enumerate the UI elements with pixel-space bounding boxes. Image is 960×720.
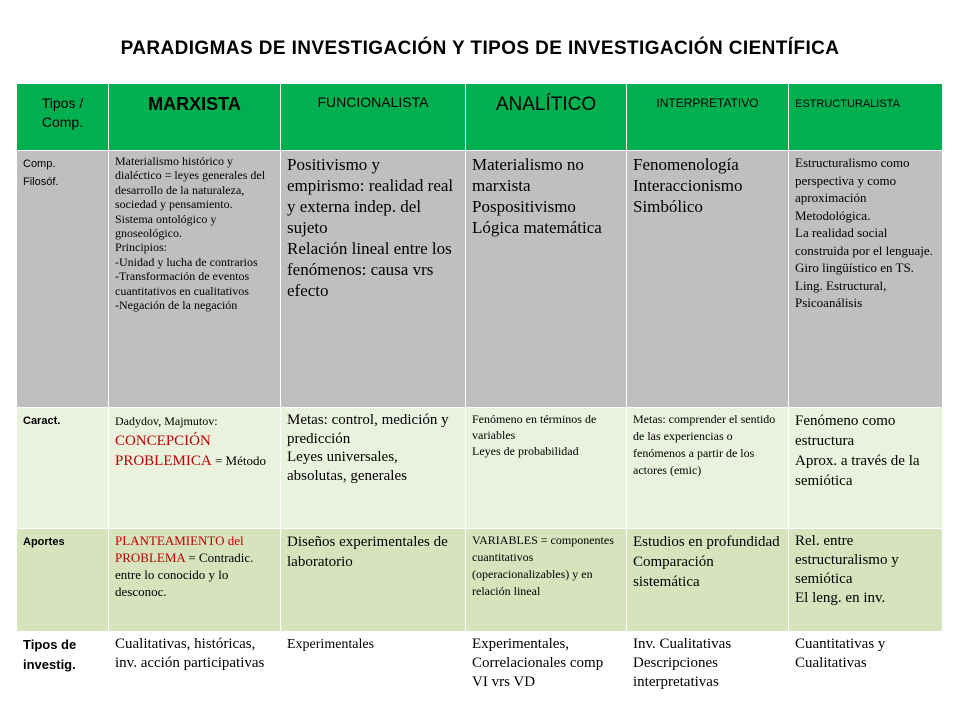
header-marxista-label: MARXISTA bbox=[148, 94, 241, 114]
cell-text bbox=[115, 532, 274, 600]
row-label: Aportes bbox=[23, 536, 65, 548]
cell-text: VARIABLES = componentes cuantitativos (operacionalizables) y en relación lineal bbox=[472, 533, 614, 598]
row-tipos-investigacion bbox=[17, 632, 942, 717]
header-analitico bbox=[466, 84, 627, 151]
cell-text: Rel. entre estructuralismo y semiótica El leng. en inv. bbox=[795, 533, 899, 606]
cell-text: Cualitativas, históricas, inv. acción participativas bbox=[115, 636, 265, 671]
cell-analitico bbox=[466, 632, 627, 717]
header-interpretativo-label: INTERPRETATIVO bbox=[656, 96, 759, 110]
header-estructuralista bbox=[789, 84, 942, 151]
cell-text: Estructuralismo como perspectiva y como aproximación Metodológica. La realidad social construida por el lenguaje. Giro lingüístico en TS. Ling. Estructural, Psicoanálisis bbox=[795, 155, 933, 310]
header-funcionalista-label: FUNCIONALISTA bbox=[317, 94, 429, 110]
cell-estructuralista bbox=[789, 529, 942, 632]
header-interpretativo bbox=[627, 84, 789, 151]
cell-text: Diseños experimentales de laboratorio bbox=[287, 534, 448, 570]
header-marxista bbox=[109, 84, 281, 151]
cell-analitico bbox=[466, 151, 627, 408]
row-label-cell bbox=[17, 151, 109, 408]
header-estructuralista-label: ESTRUCTURALISTA bbox=[795, 98, 900, 110]
cell-interpretativo bbox=[627, 632, 789, 717]
cell-text: Fenómeno como estructura Aprox. a través de la semiótica bbox=[795, 413, 920, 489]
cell-text-a: Dadydov, Majmutov: bbox=[115, 414, 218, 428]
cell-text-c: = Método bbox=[211, 453, 266, 468]
cell-text bbox=[115, 411, 274, 471]
header-corner bbox=[17, 84, 109, 151]
header-funcionalista bbox=[281, 84, 466, 151]
cell-estructuralista bbox=[789, 408, 942, 529]
cell-analitico bbox=[466, 529, 627, 632]
cell-marxista bbox=[109, 151, 281, 408]
cell-analitico bbox=[466, 408, 627, 529]
cell-text-b: = Contradic. entre lo conocido y lo desconoc. bbox=[115, 550, 254, 599]
row-comp-filosofico bbox=[17, 151, 942, 408]
row-label-cell bbox=[17, 529, 109, 632]
cell-funcionalista bbox=[281, 408, 466, 529]
cell-text: Materialismo histórico y dialéctico = leyes generales del desarrollo de la naturaleza, sociedad y pensamiento. Sistema ontológico y gnoseológico. Principios: -Unidad y lucha de contrarios -Transformación de eventos cuantitativos en cualitativos -Negación de la negación bbox=[115, 154, 266, 313]
row-caracteristicas bbox=[17, 408, 942, 529]
cell-funcionalista bbox=[281, 151, 466, 408]
cell-text: Metas: control, medición y predicción Leyes universales, absolutas, generales bbox=[287, 412, 449, 484]
cell-text: Estudios en profundidad Comparación sistemática bbox=[633, 534, 780, 590]
cell-funcionalista bbox=[281, 529, 466, 632]
cell-marxista bbox=[109, 632, 281, 717]
highlight-planteamiento-problema: PLANTEAMIENTO del PROBLEMA bbox=[115, 533, 244, 565]
row-label-cell bbox=[17, 632, 109, 717]
header-analitico-label: ANALÍTICO bbox=[495, 94, 597, 115]
cell-text: Fenómeno en términos de variables Leyes de probabilidad bbox=[472, 412, 597, 458]
cell-interpretativo bbox=[627, 529, 789, 632]
cell-text: Positivismo y empirismo: realidad real y externa indep. del sujeto Relación lineal entre los fenómenos: causa vrs efecto bbox=[287, 155, 454, 300]
row-label: Caract. bbox=[23, 415, 61, 427]
cell-estructuralista bbox=[789, 151, 942, 408]
cell-text: Cuantitativas y Cualitativas bbox=[795, 636, 886, 671]
cell-text: Fenomenología Interaccionismo Simbólico bbox=[633, 155, 743, 216]
cell-funcionalista bbox=[281, 632, 466, 717]
header-row bbox=[17, 84, 942, 151]
highlight-concepcion-problemica: CONCEPCIÓN PROBLEMICA bbox=[115, 433, 212, 469]
row-label: Tipos de investig. bbox=[23, 637, 77, 672]
cell-interpretativo bbox=[627, 408, 789, 529]
cell-text: Metas: comprender el sentido de las experiencias o fenómenos a partir de los actores (emic) bbox=[633, 412, 776, 477]
cell-text: Inv. Cualitativas Descripciones interpretativas bbox=[633, 636, 732, 690]
paradigms-table bbox=[16, 84, 942, 717]
header-corner-label: Tipos / Comp. bbox=[41, 95, 84, 130]
cell-text: Experimentales, Correlacionales comp VI vrs VD bbox=[472, 636, 604, 690]
cell-text: Experimentales bbox=[287, 637, 375, 652]
row-label: Comp. Filosóf. bbox=[23, 158, 59, 188]
row-aportes bbox=[17, 529, 942, 632]
cell-marxista bbox=[109, 408, 281, 529]
cell-marxista bbox=[109, 529, 281, 632]
page-title: PARADIGMAS DE INVESTIGACIÓN Y TIPOS DE INVESTIGACIÓN CIENTÍFICA bbox=[120, 38, 840, 59]
cell-estructuralista bbox=[789, 632, 942, 717]
cell-interpretativo bbox=[627, 151, 789, 408]
cell-text: Materialismo no marxista Pospositivismo Lógica matemática bbox=[472, 155, 602, 237]
row-label-cell bbox=[17, 408, 109, 529]
